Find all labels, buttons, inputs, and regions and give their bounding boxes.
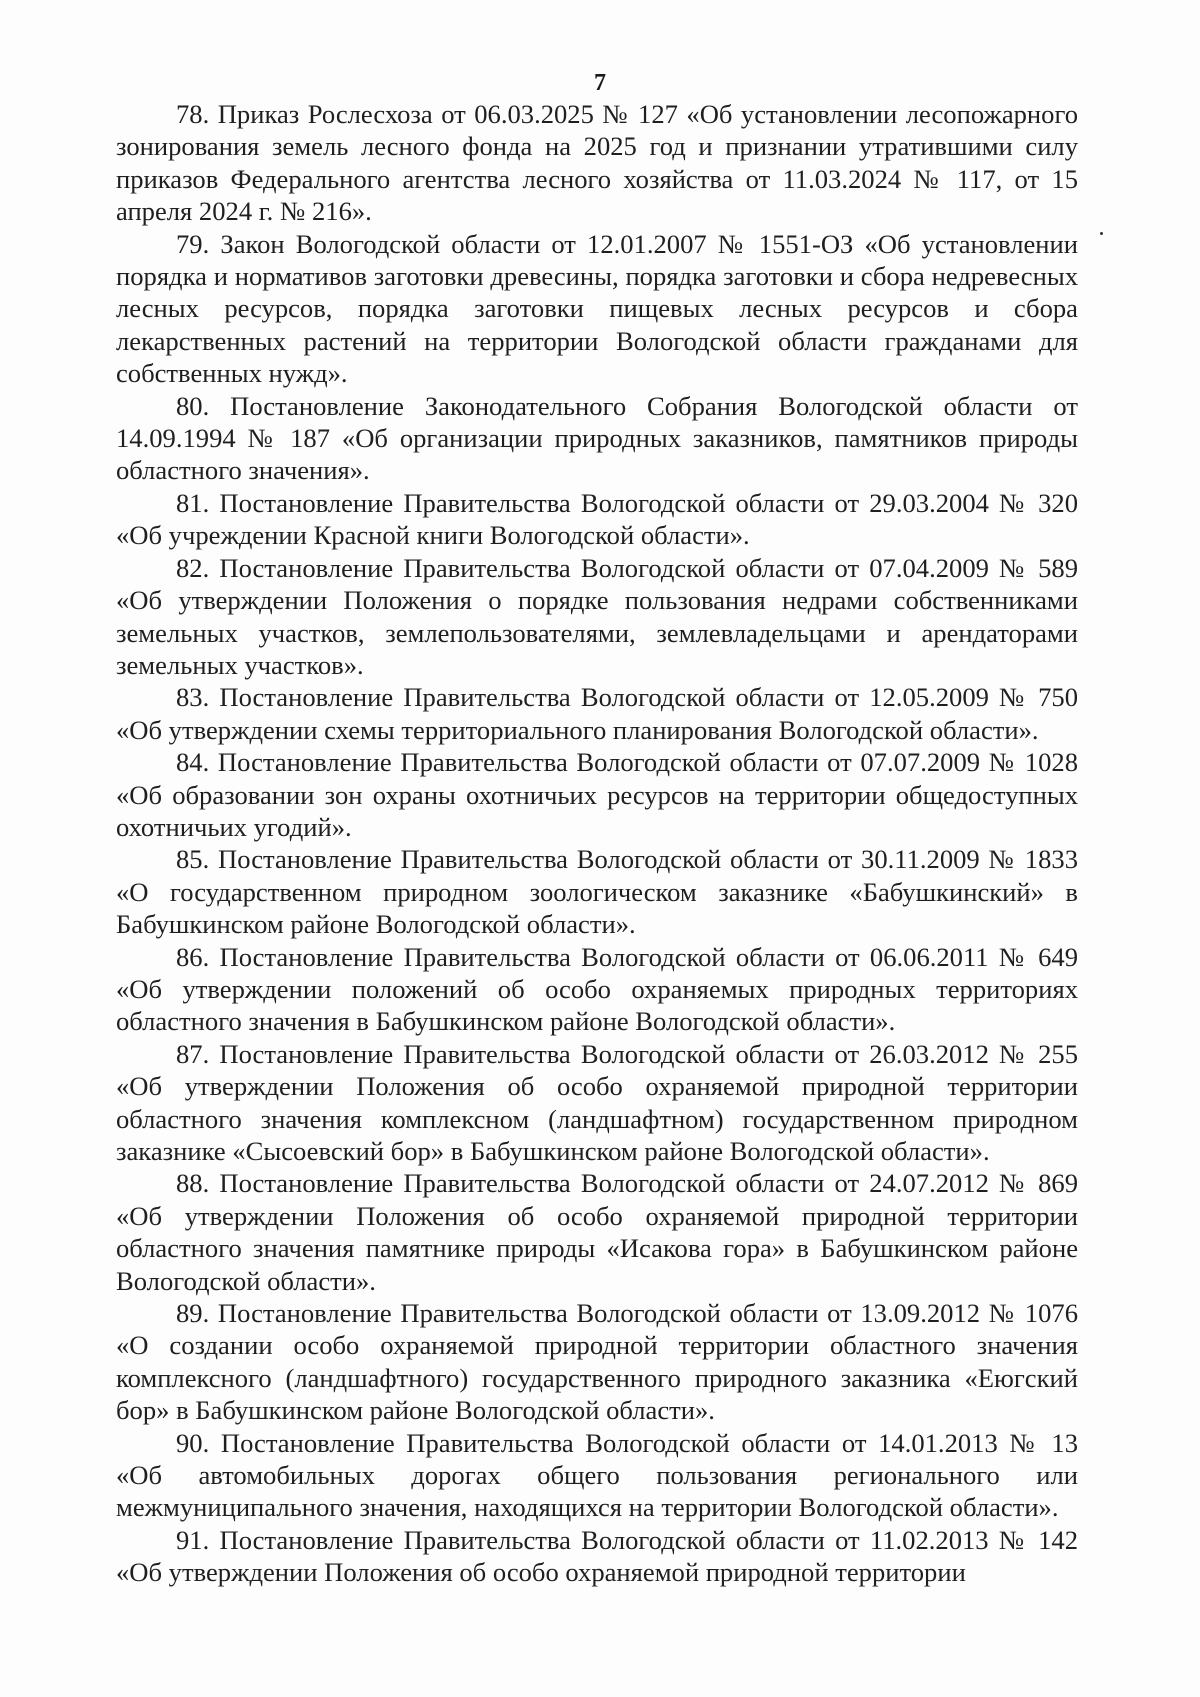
list-item-89: 89. Постановление Правительства Вологодской области от 13.09.2012 № 1076 «О создании особо охраняемой природной территории областного значения комплексного (ландшафтного) государственного природного заказника «Еюгский бор» в Бабушкинском районе Вологодской области». <box>116 1298 1078 1426</box>
list-item-85: 85. Постановление Правительства Вологодской области от 30.11.2009 № 1833 «О государственном природном зоологическом заказнике «Бабушкинский» в Бабушкинском районе Вологодской области». <box>116 844 1078 940</box>
list-item-83: 83. Постановление Правительства Вологодской области от 12.05.2009 № 750 «Об утверждении схемы территориального планирования Вологодской области». <box>116 682 1078 745</box>
scan-speck <box>1100 232 1103 235</box>
document-body <box>116 98 1078 1589</box>
list-item-79: 79. Закон Вологодской области от 12.01.2007 № 1551-ОЗ «Об установлении порядка и нормативов заготовки древесины, порядка заготовки и сбора недревесных лесных ресурсов, порядка заготовки пищевых лесных ресурсов и сбора лекарственных растений на территории Вологодской области гражданами для собственных нужд». <box>116 228 1078 389</box>
list-item-78: 78. Приказ Рослесхоза от 06.03.2025 № 127 «Об установлении лесопожарного зонирования земель лесного фонда на 2025 год и признании утратившими силу приказов Федерального агентства лесного хозяйства от 11.03.2024 № 117, от 15 апреля 2024 г. № 216». <box>116 99 1078 227</box>
list-item-87: 87. Постановление Правительства Вологодской области от 26.03.2012 № 255 «Об утверждении Положения об особо охраняемой природной территории областного значения комплексном (ландшафтном) государственном природном заказнике «Сысоевский бор» в Бабушкинском районе Вологодской области». <box>116 1038 1078 1166</box>
page-number: 7 <box>594 70 606 96</box>
list-item-86: 86. Постановление Правительства Вологодской области от 06.06.2011 № 649 «Об утверждении положений об особо охраняемых природных территориях областного значения в Бабушкинском районе Вологодской области». <box>116 941 1078 1037</box>
list-item-80: 80. Постановление Законодательного Собрания Вологодской области от 14.09.1994 № 187 «Об организации природных заказников, памятников природы областного значения». <box>116 390 1078 486</box>
list-item-81: 81. Постановление Правительства Вологодской области от 29.03.2004 № 320 «Об учреждении Красной книги Вологодской области». <box>116 487 1078 551</box>
list-item-88: 88. Постановление Правительства Вологодской области от 24.07.2012 № 869 «Об утверждении Положения об особо охраняемой природной территории областного значения памятнике природы «Исакова гора» в Бабушкинском районе Вологодской области». <box>116 1168 1078 1296</box>
list-item-90: 90. Постановление Правительства Вологодской области от 14.01.2013 № 13 «Об автомобильных дорогах общего пользования регионального или межмуниципального значения, находящихся на территории Вологодской области». <box>116 1427 1078 1523</box>
list-item-91: 91. Постановление Правительства Вологодской области от 11.02.2013 № 142 «Об утверждении Положения об особо охраняемой природной территории <box>116 1524 1078 1588</box>
list-item-84: 84. Постановление Правительства Вологодской области от 07.07.2009 № 1028 «Об образовании зон охраны охотничьих ресурсов на территории общедоступных охотничьих угодий». <box>116 747 1078 842</box>
list-item-82: 82. Постановление Правительства Вологодской области от 07.04.2009 № 589 «Об утверждении Положения о порядке пользования недрами собственниками земельных участков, землепользователями, землевладельцами и арендаторами земельных участков». <box>116 552 1078 680</box>
